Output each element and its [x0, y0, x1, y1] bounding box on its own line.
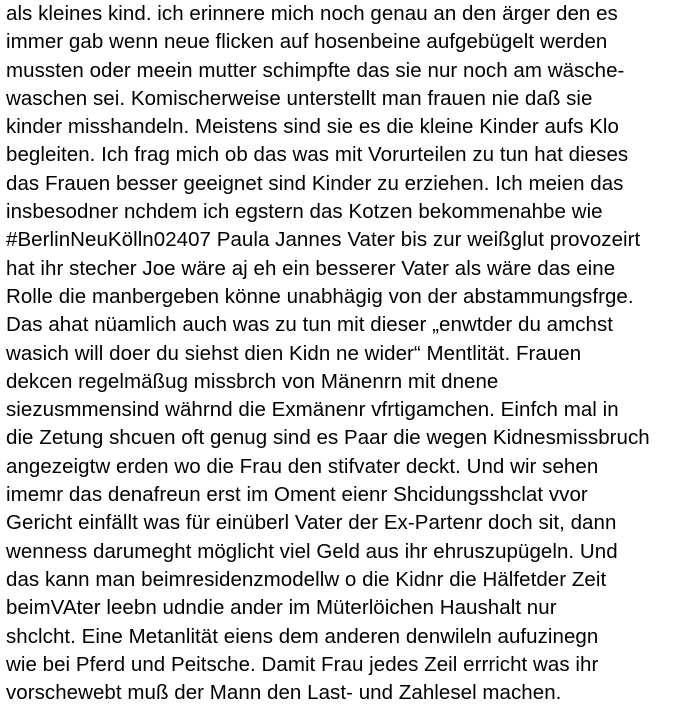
text-line-16: die Zetung shcuen oft genug sind es Paar die wegen Kidnesmissbruch [6, 426, 650, 450]
text-line-6: begleiten. Ich frag mich ob das was mit Vorurteilen zu tun hat dieses [6, 143, 629, 167]
text-line-14: dekcen regelmäßug missbrch von Mänenrn mit dnene [6, 369, 499, 393]
text-line-24: wie bei Pferd und Peitsche. Damit Frau jedes Zeil errricht was ihr [6, 652, 599, 676]
text-line-3: mussten oder meein mutter schimpfte das sie nur noch am wäsche- [6, 58, 625, 82]
text-line-4: waschen sei. Komischerweise unterstellt man frauen nie daß sie [6, 86, 593, 110]
text-line-20: wenness darumeght möglicht viel Geld aus ihr ehruszupügeln. Und [6, 539, 618, 563]
text-line-12: Das ahat nüamlich auch was zu tun mit dieser „enwtder du amchst [6, 313, 614, 337]
text-line-7: das Frauen besser geeignet sind Kinder zu erziehen. Ich meien das [6, 171, 624, 195]
text-line-1: als kleines kind. ich erinnere mich noch genau an den ärger den es [6, 2, 618, 25]
text-line-13: wasich will doer du siehst dien Kidn ne wider“ Mentlität. Frauen [6, 341, 582, 365]
text-line-8: insbesodner nchdem ich egstern das Kotzen bekommenahbe wie [6, 200, 603, 224]
text-line-11: Rolle die manbergeben könne unabhägig von der abstammungsfrge. [6, 284, 634, 308]
text-line-5: kinder misshandeln. Meistens sind sie es die kleine Kinder aufs Klo [6, 115, 619, 139]
text-line-21: das kann man beimresidenzmodellw o die Kidnr die Hälfetder Zeit [6, 567, 607, 591]
text-line-25: vorschewebt muß der Mann den Last- und Zahlesel machen. [6, 681, 562, 705]
document-body [6, 0, 682, 707]
text-line-22: beimVAter leebn udndie ander im Müterlöichen Haushalt nur [6, 596, 557, 620]
text-line-23: shclcht. Eine Metanlität eiens dem anderen denwileln aufuzinegn [6, 624, 599, 648]
text-line-9: #BerlinNeuKölln02407 Paula Jannes Vater bis zur weißglut provozeirt [6, 228, 641, 252]
text-line-10: hat ihr stecher Joe wäre aj eh ein besserer Vater als wäre das eine [6, 256, 616, 280]
text-line-2: immer gab wenn neue flicken auf hosenbeine aufgebügelt werden [6, 30, 608, 54]
text-line-17: angezeigtw erden wo die Frau den stifvater deckt. Und wir sehen [6, 454, 599, 478]
text-line-15: siezusmmensind währnd die Exmänenr vfrtigamchen. Einfch mal in [6, 398, 619, 422]
text-line-19: Gericht einfällt was für einüberl Vater der Ex-Partenr doch sit, dann [6, 511, 617, 535]
text-line-18: imemr das denafreun erst im Oment eienr Shcidungsshclat vvor [6, 483, 588, 507]
